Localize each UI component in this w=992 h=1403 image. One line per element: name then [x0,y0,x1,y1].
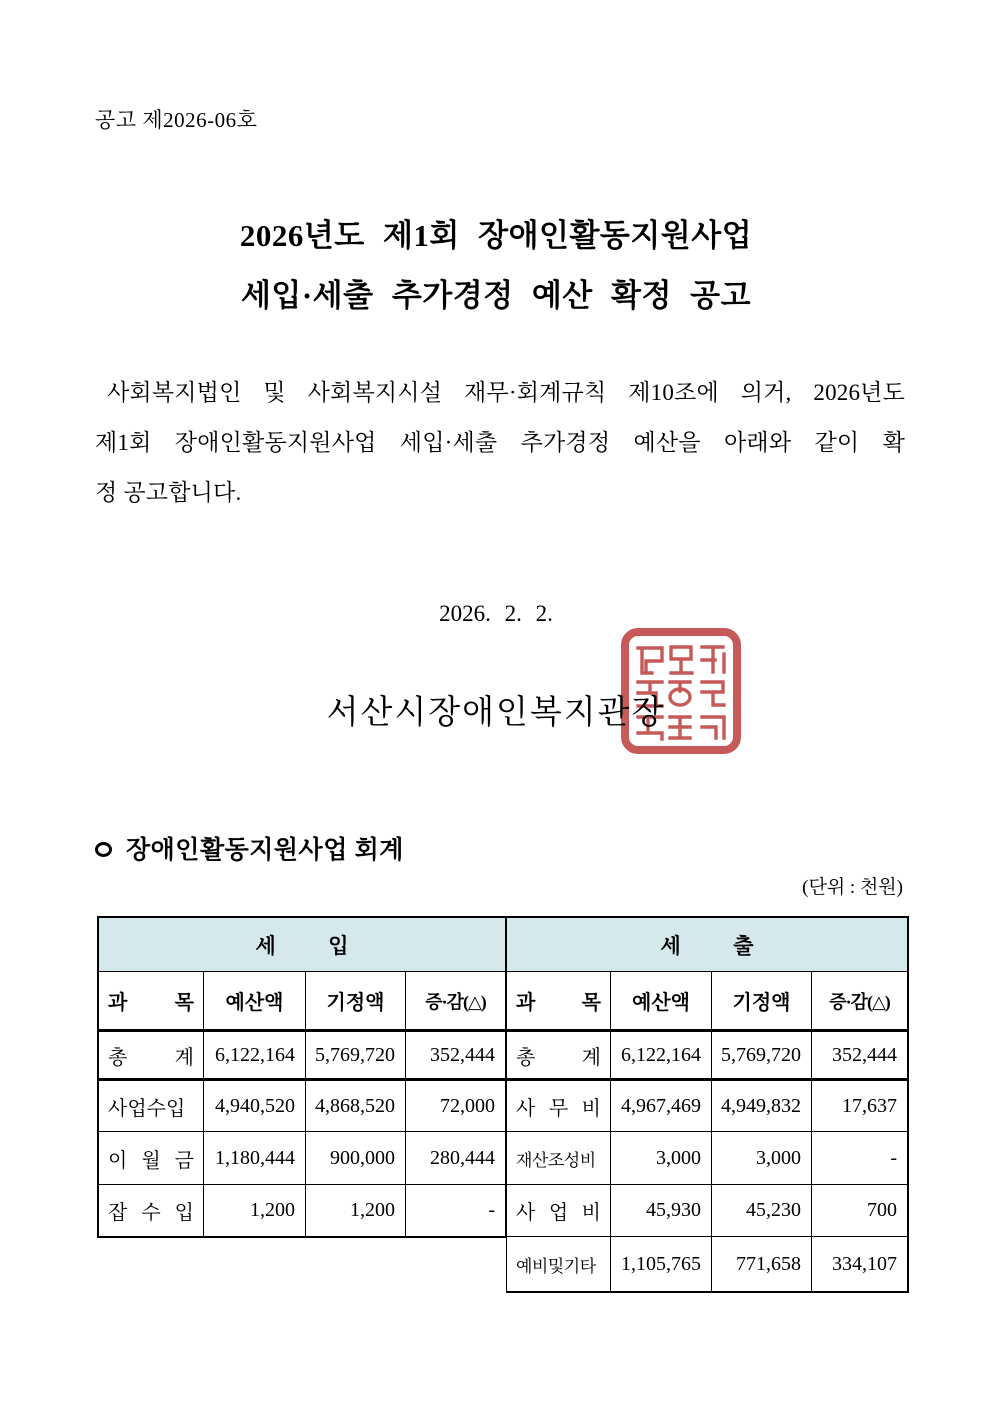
amount-cell: 17,637 [811,1078,907,1131]
document-title-line2: 세입·세출 추가경정 예산 확정 공고 [240,278,752,313]
column-header-cell: 증·감(△) [405,971,505,1029]
document-title-line1: 2026년도 제1회 장애인활동지원사업 [239,218,753,253]
column-header-cell: 기정액 [305,971,405,1029]
section-bullet-icon [95,842,112,857]
column-header-cell: 예산액 [203,971,305,1029]
amount-cell: 334,107 [811,1236,907,1291]
amount-cell: 1,105,765 [610,1236,711,1291]
amount-cell: 72,000 [405,1078,505,1131]
amount-cell: 771,658 [711,1236,811,1291]
revenue-table [97,916,506,1238]
amount-cell: 280,444 [405,1131,505,1184]
amount-cell: 4,967,469 [610,1078,711,1131]
document-title [0,206,992,326]
amount-cell: 900,000 [305,1131,405,1184]
group-header-revenue: 세 입 [99,918,505,971]
row-label-cell: 잡 수 입 [99,1184,203,1236]
amount-cell: 6,122,164 [610,1029,711,1078]
amount-cell: 352,444 [405,1029,505,1078]
unit-label: (단위 : 천원) [802,877,903,898]
column-header-cell: 증·감(△) [811,971,907,1029]
announcement-paragraph [95,368,905,518]
section-heading [95,830,404,866]
row-label-cell: 예비및기타 [507,1236,610,1291]
amount-cell: 700 [811,1184,907,1236]
amount-cell: 4,940,520 [203,1078,305,1131]
notice-number: 공고 제2026-06호 [95,108,258,132]
paragraph-line2: 제1회 장애인활동지원사업 세입·세출 추가경정 예산을 아래와 같이 확 [95,430,905,455]
amount-cell: 3,000 [711,1131,811,1184]
amount-cell: 45,930 [610,1184,711,1236]
section-title: 장애인활동지원사업 회계 [126,837,404,864]
row-label-cell: 총 계 [507,1029,610,1078]
group-header-expenditure: 세 출 [507,918,907,971]
paragraph-line1: 사회복지법인 및 사회복지시설 재무·회계규칙 제10조에 의거, 2026년도 [107,380,905,405]
row-label-cell: 사 무 비 [507,1078,610,1131]
amount-cell: 3,000 [610,1131,711,1184]
row-label-cell: 사업수입 [99,1078,203,1131]
row-label-cell: 총 계 [99,1029,203,1078]
amount-cell: 5,769,720 [305,1029,405,1078]
expenditure-table [506,916,909,1293]
amount-cell: 4,868,520 [305,1078,405,1131]
budget-table [97,916,909,1293]
amount-cell: 1,180,444 [203,1131,305,1184]
amount-cell: 4,949,832 [711,1078,811,1131]
amount-cell: 1,200 [305,1184,405,1236]
row-label-cell: 이 월 금 [99,1131,203,1184]
amount-cell: 1,200 [203,1184,305,1236]
amount-cell: - [811,1131,907,1184]
amount-cell: 5,769,720 [711,1029,811,1078]
amount-cell: 352,444 [811,1029,907,1078]
row-label-cell: 사 업 비 [507,1184,610,1236]
announcement-date: 2026. 2. 2. [439,601,553,626]
amount-cell: 6,122,164 [203,1029,305,1078]
column-header-cell: 예산액 [610,971,711,1029]
signer-name: 서산시장애인복지관장 [326,695,666,731]
row-label-cell: 재산조성비 [507,1131,610,1184]
column-header-cell: 과 목 [99,971,203,1029]
paragraph-line3: 정 공고합니다. [95,480,242,505]
column-header-cell: 기정액 [711,971,811,1029]
amount-cell: 45,230 [711,1184,811,1236]
amount-cell: - [405,1184,505,1236]
column-header-cell: 과 목 [507,971,610,1029]
